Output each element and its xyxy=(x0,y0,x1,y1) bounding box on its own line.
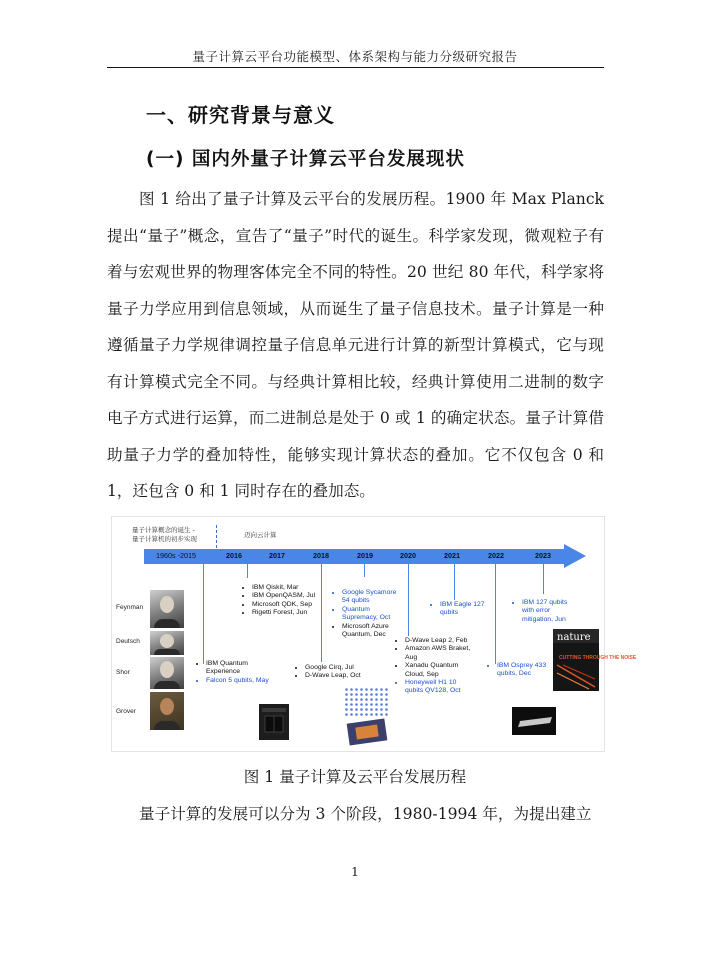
year-label: 1960s -2015 xyxy=(156,551,196,560)
event-item: • Quantum Supremacy, Oct xyxy=(342,606,404,623)
scientist-portrait xyxy=(150,590,184,628)
scientist-portrait xyxy=(150,692,184,730)
event-item: • D-Wave Leap 2, Feb xyxy=(405,637,471,645)
nature-journal-cover xyxy=(553,629,637,691)
connector-line-2020 xyxy=(408,564,409,636)
connector-line-2018 xyxy=(321,564,322,662)
event-item: • Honeywell H1 10 qubits QV128, Oct xyxy=(405,679,471,696)
connector-line-2019 xyxy=(364,564,365,577)
figure-caption: 图 1 量子计算及云平台发展历程 xyxy=(243,768,467,786)
connector-line-2021 xyxy=(454,564,455,600)
nature-masthead: nature xyxy=(557,632,591,643)
events-2022 xyxy=(489,662,549,679)
year-label: 2019 xyxy=(357,551,373,560)
event-item: • Xanadu Quantum Cloud, Sep xyxy=(405,662,471,679)
events-2021 xyxy=(432,601,492,618)
processor-image xyxy=(512,707,556,735)
connector-line-2022 xyxy=(495,564,496,664)
event-item: • IBM Qiskit, Mar xyxy=(252,584,320,592)
year-label: 2023 xyxy=(535,551,551,560)
event-item: • IBM 127 qubits with error mitigation, Jun xyxy=(522,599,576,624)
event-item: • IBM Osprey 433 qubits, Dec xyxy=(497,662,549,679)
header-title: 量子计算云平台功能模型、体系架构与能力分级研究报告 xyxy=(192,49,518,64)
year-label: 2018 xyxy=(313,551,329,560)
scientist-portrait xyxy=(150,657,184,689)
year-label: 2022 xyxy=(488,551,504,560)
event-item: • D-Wave Leap, Oct xyxy=(305,672,369,680)
events-2018 xyxy=(297,664,369,681)
events-2016 xyxy=(198,660,278,685)
subsection-heading: (一) 国内外量子计算云平台发展现状 xyxy=(146,149,465,170)
events-2020 xyxy=(397,637,471,696)
events-2017 xyxy=(244,584,320,618)
quantum-computer-image xyxy=(257,702,291,742)
event-item: • Microsoft Azure Quantum, Dec xyxy=(342,623,404,640)
event-item: • Amazon AWS Braket, Aug xyxy=(405,645,471,662)
event-item: • IBM OpenQASM, Jul xyxy=(252,592,320,600)
year-label: 2020 xyxy=(400,551,416,560)
year-label: 2016 xyxy=(226,551,242,560)
scientist-name: Feynman xyxy=(116,604,144,611)
scientist-portrait xyxy=(150,631,184,655)
scientist-name: Shor xyxy=(116,669,130,676)
quantum-chip-image xyxy=(344,687,390,745)
connector-line-2017 xyxy=(247,564,248,578)
year-label: 2021 xyxy=(444,551,460,560)
era-label-line: 量子计算概念的诞生 - xyxy=(132,526,195,534)
events-2023 xyxy=(514,599,576,624)
header-rule xyxy=(107,67,604,68)
scientist-name: Deutsch xyxy=(116,638,140,645)
era-label-left xyxy=(132,526,197,543)
event-item: • Rigetti Forest, Jun xyxy=(252,609,320,617)
body-paragraph: 图 1 给出了量子计算及云平台的发展历程。1900 年 Max Planck 提出“量子”概念，宣告了“量子”时代的诞生。科学家发现，微观粒子有着与宏观世界的物理客体完全不同的特性。20 世纪 80 年代，科学家将量子力学应用到信息领域，从而诞生了量子信息技术。量子计算是一种遵循量子力学规律调控量子信息单元进行计算的新型计算模式，它与现有计算模式完全不同。与经典计算相比较，经典计算使用二进制的数字电子方式进行运算，而二进制总是处于 0 或 1 的确定状态。量子计算借助量子力学的叠加特性，能够实现计算状态的叠加。它不仅包含 0 和 1，还包含 0 和 1 同时存在的叠加态。 xyxy=(107,190,604,500)
page-number: 1 xyxy=(351,864,359,879)
year-label: 2017 xyxy=(269,551,285,560)
timeline-arrowhead xyxy=(564,544,586,568)
event-item: • Google Cirq, Jul xyxy=(305,664,369,672)
event-item: • Microsoft QDK, Sep xyxy=(252,601,320,609)
connector-line-2023 xyxy=(543,564,544,594)
era-label-right: 迈向云计算 xyxy=(244,531,277,539)
event-item: • IBM Quantum Experience xyxy=(206,660,278,677)
event-item: • Google Sycamore 54 qubits xyxy=(342,589,404,606)
scientist-name: Grover xyxy=(116,708,136,715)
event-item: • IBM Eagle 127 qubits xyxy=(440,601,492,618)
section-heading: 一、研究背景与意义 xyxy=(146,103,335,127)
body-paragraph: 量子计算的发展可以分为 3 个阶段，1980-1994 年，为提出建立 xyxy=(139,805,592,823)
timeline-figure xyxy=(111,516,637,752)
event-item: • Falcon 5 qubits, May xyxy=(206,677,278,685)
nature-tagline: CUTTING THROUGH THE NOISE xyxy=(559,655,637,661)
connector-line-2016 xyxy=(203,564,204,664)
events-2019 xyxy=(334,589,404,639)
era-label-line: 量子计算机的初步实现 xyxy=(132,534,197,543)
